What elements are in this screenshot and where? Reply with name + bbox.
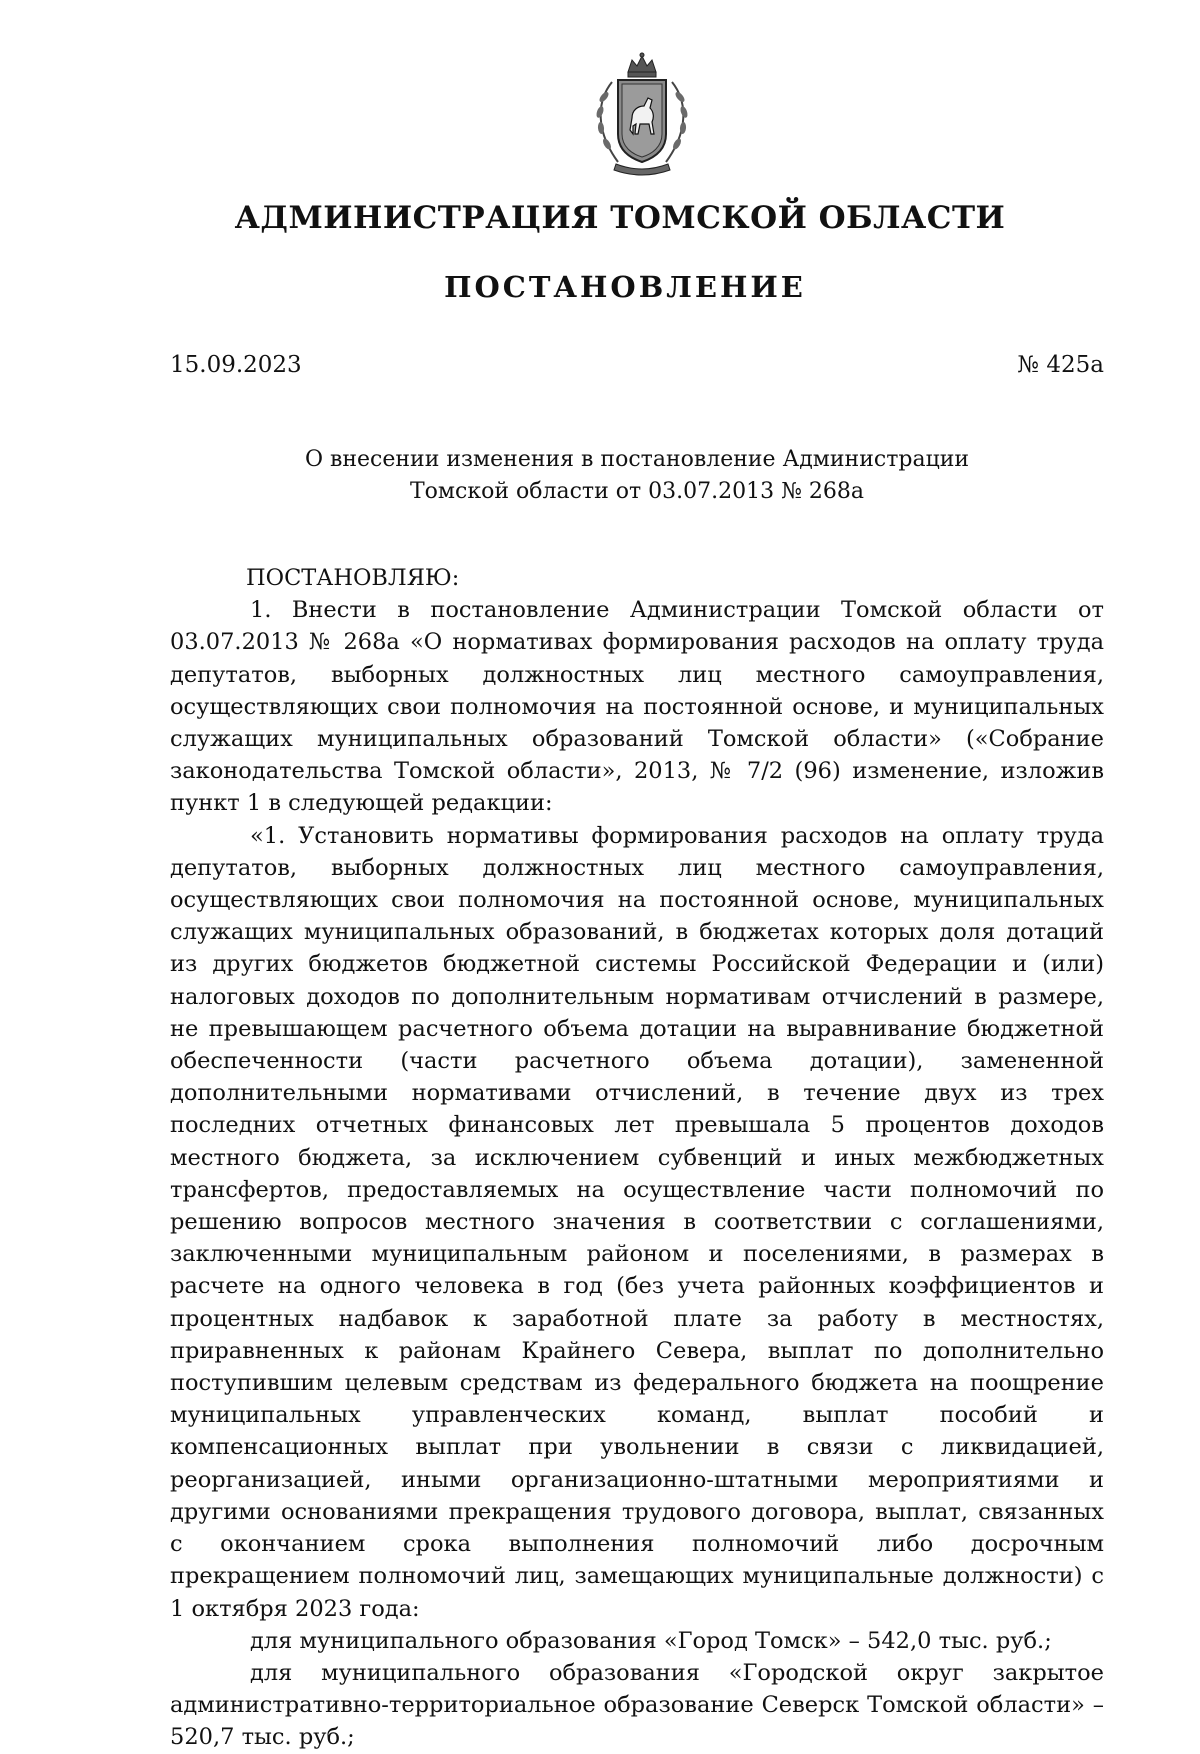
document-number: № 425а xyxy=(1017,352,1104,378)
subject-line: О внесении изменения в постановление Администрации xyxy=(304,447,970,472)
subject-line: Томской области от 03.07.2013 № 268а xyxy=(409,479,865,504)
organization-title: АДМИНИСТРАЦИЯ ТОМСКОЙ ОБЛАСТИ xyxy=(234,200,1006,236)
document-date: 15.09.2023 xyxy=(170,352,302,378)
tomsk-coat-of-arms-icon xyxy=(582,52,702,178)
paragraph: для муниципального образования «Город Томск» – 542,0 тыс. руб.; xyxy=(250,1627,1052,1654)
paragraph: для муниципального образования «Городской округ закрытое административно-территориальное образование Северск Томской области» – 520,7 тыс. руб.; xyxy=(170,1659,1104,1751)
document-body xyxy=(170,562,1104,1754)
document-subject xyxy=(170,444,1104,508)
paragraph: 1. Внести в постановление Администрации Томской области от 03.07.2013 № 268а «О нормативах формирования расходов на оплату труда депутатов, выборных должностных лиц местного самоуправления, осуществляющих свои полномочия на постоянной основе, и муниципальных служащих муниципальных образований Томской области» («Собрание законодательства Томской области», 2013, № 7/2 (96) изменение, изложив пункт 1 в следующей редакции: xyxy=(170,597,1104,817)
resolve-heading: ПОСТАНОВЛЯЮ: xyxy=(246,565,460,591)
paragraph: «1. Установить нормативы формирования расходов на оплату труда депутатов, выборных должностных лиц местного самоуправления, осуществляющих свои полномочия на постоянной основе, муниципальных служащих муниципальных образований, в бюджетах которых доля дотаций из других бюджетов бюджетной системы Российской Федерации и (или) налоговых доходов по дополнительным нормативам отчислений в размере, не превышающем расчетного объема дотации на выравнивание бюджетной обеспеченности (части расчетного объема дотации), замененной дополнительными нормативами отчислений, в течение двух из трех последних отчетных финансовых лет превышала 5 процентов доходов местного бюджета, за исключением субвенций и иных межбюджетных трансфертов, предоставляемых на осуществление части полномочий по решению вопросов местного значения в соответствии с соглашениями, заключенными муниципальным районом и поселениями, в размерах в расчете на одного человека в год (без учета районных коэффициентов и процентных надбавок к заработной плате за работу в местностях, приравненных к районам Крайнего Севера, выплат по дополнительно поступившим целевым средствам из федерального бюджета на поощрение муниципальных управленческих команд, выплат пособий и компенсационных выплат при увольнении в связи с ликвидацией, реорганизацией, иными организационно-штатными мероприятиями и другими основаниями прекращения трудового договора, выплат, связанных с окончанием срока выполнения полномочий либо досрочным прекращением полномочий лиц, замещающих муниципальные должности) с 1 октября 2023 года: xyxy=(170,822,1104,1622)
document-type: ПОСТАНОВЛЕНИЕ xyxy=(444,270,806,304)
